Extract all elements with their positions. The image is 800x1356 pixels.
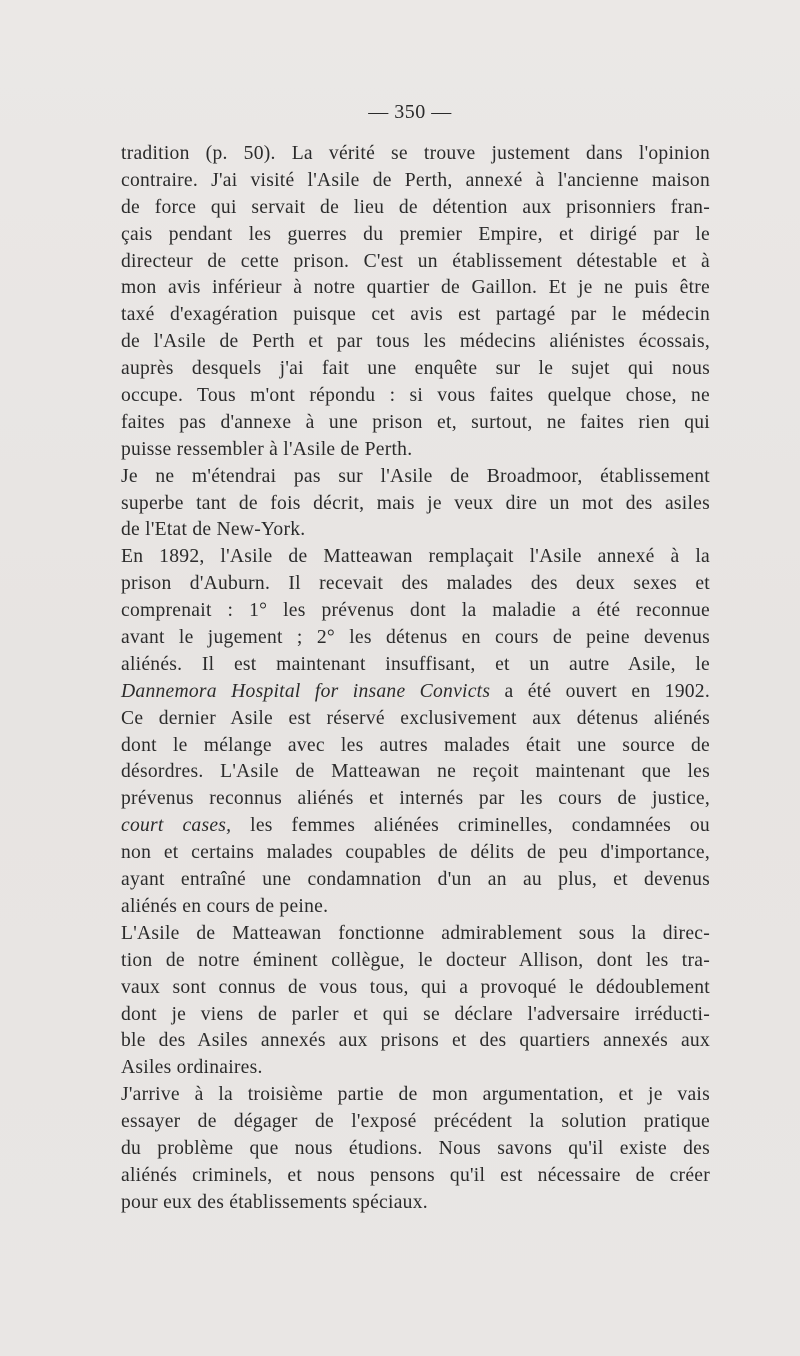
line-text: désordres. L'Asile de Matteawan ne reçoit maintenant que les [121,761,710,783]
text-line [121,652,710,679]
italic-phrase: court cases, [121,815,232,837]
text-line [121,356,710,383]
text-line [121,786,710,813]
line-text: comprenait : 1° les prévenus dont la maladie a été reconnue [121,600,710,622]
text-line [121,168,710,195]
line-text: L'Asile de Matteawan fonctionne admirablement sous la direc- [121,922,710,944]
line-text: du problème que nous étudions. Nous savons qu'il existe des [121,1137,710,1159]
text-line [121,813,710,840]
text-line [121,598,710,625]
line-text: directeur de cette prison. C'est un établissement détestable et à [121,250,710,272]
text-line [121,517,710,544]
text-line [121,921,710,948]
line-text: aliénés criminels, et nous pensons qu'il est nécessaire de créer [121,1164,710,1186]
line-text: Asiles ordinaires. [121,1057,263,1079]
line-text: a été ouvert en 1902. [490,680,710,702]
text-line [121,571,710,598]
line-text: taxé d'exagération puisque cet avis est partagé par le médecin [121,304,710,326]
line-text: auprès desquels j'ai fait une enquête sur le sujet qui nous [121,358,710,380]
text-line [121,1109,710,1136]
text-line [121,329,710,356]
text-line [121,222,710,249]
line-text: de l'Etat de New-York. [121,519,306,541]
line-text: ble des Asiles annexés aux prisons et des quartiers annexés aux [121,1030,710,1052]
text-line [121,491,710,518]
line-text: tion de notre éminent collègue, le docteur Allison, dont les tra- [121,949,710,971]
text-line [121,464,710,491]
line-text: prison d'Auburn. Il recevait des malades des deux sexes et [121,573,710,595]
line-text: mon avis inférieur à notre quartier de Gaillon. Et je ne puis être [121,277,710,299]
line-text: prévenus reconnus aliénés et internés par les cours de justice, [121,788,710,810]
text-line [121,706,710,733]
text-line [121,1190,710,1217]
line-text: de l'Asile de Perth et par tous les médecins aliénistes écossais, [121,331,710,353]
line-text: dont le mélange avec les autres malades était une source de [121,734,710,756]
line-text: contraire. J'ai visité l'Asile de Perth, annexé à l'ancienne maison [121,169,710,191]
line-text: Je ne m'étendrai pas sur l'Asile de Broadmoor, établissement [121,465,710,487]
body-text [121,141,710,1217]
text-line [121,249,710,276]
line-text: ayant entraîné une condamnation d'un an au plus, et devenus [121,869,710,891]
line-text: aliénés en cours de peine. [121,895,329,917]
italic-phrase: Dannemora Hospital for insane Convicts [121,680,491,702]
line-text: dont je viens de parler et qui se déclare l'adversaire irréducti- [121,1003,710,1025]
text-line [121,544,710,571]
text-line [121,840,710,867]
text-line [121,948,710,975]
text-line [121,1002,710,1029]
line-text: superbe tant de fois décrit, mais je veux dire un mot des asiles [121,492,710,514]
line-text: essayer de dégager de l'exposé précédent la solution pratique [121,1111,710,1133]
line-text: de force qui servait de lieu de détention aux prisonniers fran- [121,196,710,218]
text-line [121,975,710,1002]
line-text: Ce dernier Asile est réservé exclusivement aux détenus aliénés [121,707,710,729]
line-text: çais pendant les guerres du premier Empire, et dirigé par le [121,223,710,245]
text-line [121,733,710,760]
text-line [121,1055,710,1082]
text-line [121,867,710,894]
text-line [121,1028,710,1055]
text-line [121,383,710,410]
line-text: non et certains malades coupables de délits de peu d'importance, [121,842,710,864]
page-number: — 350 — [368,101,452,123]
text-line [121,302,710,329]
text-line [121,1136,710,1163]
text-line [121,625,710,652]
text-line [121,894,710,921]
line-text: avant le jugement ; 2° les détenus en cours de peine devenus [121,627,710,649]
text-line [121,679,710,706]
line-text: J'arrive à la troisième partie de mon argumentation, et je vais [121,1084,710,1106]
line-text: En 1892, l'Asile de Matteawan remplaçait l'Asile annexé à la [121,546,710,568]
line-text: faites pas d'annexe à une prison et, surtout, ne faites rien qui [121,411,710,433]
text-line [121,1082,710,1109]
line-text: puisse ressembler à l'Asile de Perth. [121,438,413,460]
text-line [121,195,710,222]
text-line [121,141,710,168]
text-line [121,437,710,464]
text-line [121,1163,710,1190]
line-text: tradition (p. 50). La vérité se trouve justement dans l'opinion [121,143,710,164]
text-line [121,275,710,302]
line-text: pour eux des établissements spéciaux. [121,1191,428,1213]
line-text: occupe. Tous m'ont répondu : si vous faites quelque chose, ne [121,385,710,407]
text-line [121,410,710,437]
line-text: aliénés. Il est maintenant insuffisant, et un autre Asile, le [121,653,710,675]
line-text: vaux sont connus de vous tous, qui a provoqué le dédoublement [121,976,710,998]
line-text: les femmes aliénées criminelles, condamnées ou [231,815,710,837]
text-line [121,759,710,786]
